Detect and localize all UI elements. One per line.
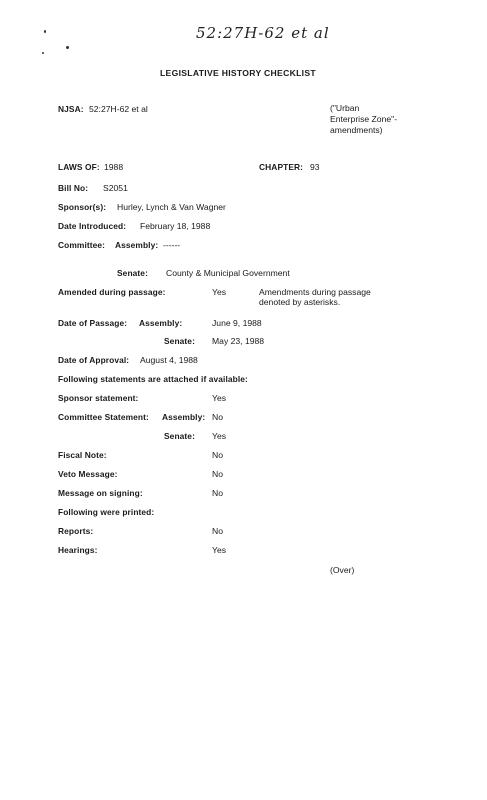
date-introduced-label: Date Introduced: [58,221,127,231]
date-introduced-value: February 18, 1988 [140,221,211,231]
fiscal-note-label: Fiscal Note: [58,450,107,460]
subject-note-line3: amendments) [330,125,383,135]
amended-value: Yes [212,287,227,297]
page-title: LEGISLATIVE HISTORY CHECKLIST [160,68,316,78]
amended-note-line1: Amendments during passage [259,287,371,297]
veto-message-label: Veto Message: [58,469,118,479]
fiscal-note-value: No [212,450,223,460]
committee-label: Committee: [58,240,106,250]
passage-senate-label: Senate: [164,336,195,346]
bill-no-label: Bill No: [58,183,89,193]
amended-label: Amended during passage: [58,287,166,297]
date-of-passage-label: Date of Passage: [58,318,128,328]
message-on-signing-value: No [212,488,223,498]
laws-of-label: LAWS OF: [58,162,100,172]
committee-statement-senate-value: Yes [212,431,227,441]
committee-statement-label: Committee Statement: [58,412,149,422]
passage-assembly-value: June 9, 1988 [212,318,262,328]
over-footer: (Over) [330,565,355,575]
passage-senate-value: May 23, 1988 [212,336,265,346]
committee-senate-value: County & Municipal Government [166,268,290,278]
reports-value: No [212,526,223,536]
committee-statement-senate-label: Senate: [164,431,195,441]
sponsors-label: Sponsor(s): [58,202,107,212]
subject-note-line1: ("Urban [330,103,360,113]
statements-heading: Following statements are attached if available: [58,374,248,384]
chapter-label: CHAPTER: [259,162,304,172]
laws-of-value: 1988 [104,162,124,172]
hearings-value: Yes [212,545,227,555]
bill-no-value: S2051 [103,183,128,193]
committee-assembly-value: ------ [163,240,181,250]
reports-label: Reports: [58,526,94,536]
njsa-value: 52:27H-62 et al [89,104,148,114]
committee-assembly-label: Assembly: [115,240,159,250]
handwritten-citation: 52:27H-62 et al [196,24,330,42]
amended-note-line2: denoted by asterisks. [259,297,341,307]
committee-statement-assembly-value: No [212,412,223,422]
sponsors-value: Hurley, Lynch & Van Wagner [117,202,226,212]
date-of-approval-label: Date of Approval: [58,355,130,365]
message-on-signing-label: Message on signing: [58,488,143,498]
scan-speck [42,52,44,54]
committee-statement-assembly-label: Assembly: [162,412,206,422]
scan-speck [66,46,69,49]
date-of-approval-value: August 4, 1988 [140,355,198,365]
committee-senate-label: Senate: [117,268,148,278]
passage-assembly-label: Assembly: [139,318,183,328]
njsa-label: NJSA: [58,104,84,114]
scan-speck [44,30,46,33]
subject-note-line2: Enterprise Zone"- [330,114,398,124]
veto-message-value: No [212,469,223,479]
hearings-label: Hearings: [58,545,98,555]
printed-heading: Following were printed: [58,507,155,517]
sponsor-statement-label: Sponsor statement: [58,393,139,403]
sponsor-statement-value: Yes [212,393,227,403]
chapter-value: 93 [310,162,320,172]
